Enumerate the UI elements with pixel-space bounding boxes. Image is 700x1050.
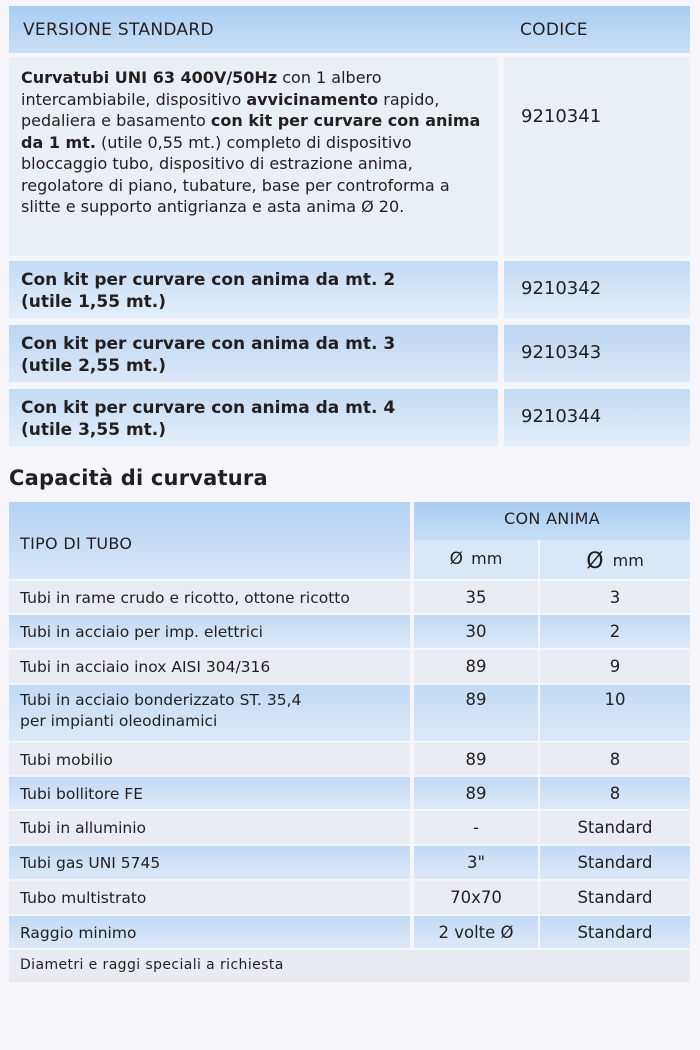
capacity-row-thickness: Standard <box>540 811 690 844</box>
capacity-row-diameter: 70x70 <box>414 881 538 914</box>
capacity-row <box>9 811 690 844</box>
capacity-row-thickness: 8 <box>540 777 690 809</box>
section-title: Capacità di curvatura <box>9 466 268 490</box>
capacity-row-type <box>9 743 410 775</box>
capacity-row <box>9 743 690 775</box>
row-line-2: (utile 2,55 mt.) <box>21 356 167 376</box>
capacity-row-type <box>9 615 410 648</box>
versions-table-row-main <box>9 57 690 256</box>
capacity-row-diameter: 89 <box>414 650 538 683</box>
header-with-mandrel: CON ANIMA <box>414 502 690 540</box>
capacity-table-body <box>9 581 690 948</box>
capacity-table-header <box>9 502 690 579</box>
capacity-row-type <box>9 881 410 914</box>
capacity-row-diameter: - <box>414 811 538 844</box>
capacity-row-type <box>9 685 410 741</box>
capacity-row-type <box>9 777 410 809</box>
header-diameter <box>414 540 538 579</box>
capacity-row-type-line-1: Tubi in acciaio inox AISI 304/316 <box>20 658 271 676</box>
desc-text-2: rapido, pedaliera e basamento <box>21 89 440 130</box>
capacity-row-type-line-1: Tubi in acciaio per imp. elettrici <box>20 623 263 641</box>
capacity-row <box>9 916 690 948</box>
capacity-row-diameter: 3" <box>414 846 538 879</box>
capacity-table-note: Diametri e raggi speciali a richiesta <box>9 950 690 982</box>
row-description <box>9 261 498 318</box>
capacity-row <box>9 581 690 613</box>
main-code: 9210341 <box>504 57 690 256</box>
row-line-1: Con kit per curvare con anima da mt. 4 <box>21 398 396 418</box>
diameter-icon: Ø <box>449 549 464 569</box>
header-version: VERSIONE STANDARD <box>23 19 214 40</box>
desc-text-3: (utile 0,55 mt.) completo di dispositivo bloccaggio tubo, dispositivo di estrazione anima, regolatore di piano, tubature, base per controforma a slitte e supporto antigrianza e asta anima Ø 20. <box>21 132 450 216</box>
row-line-2: (utile 1,55 mt.) <box>21 292 167 312</box>
versions-table-header <box>9 6 690 53</box>
capacity-row-type-line-1: Tubi gas UNI 5745 <box>20 854 161 872</box>
capacity-row-type-line-1: Tubi bollitore FE <box>20 785 144 803</box>
capacity-row-diameter: 89 <box>414 685 538 741</box>
capacity-row-type-line-1: Tubo multistrato <box>20 889 147 907</box>
row-line-1: Con kit per curvare con anima da mt. 2 <box>21 270 396 290</box>
capacity-row-type-line-1: Tubi in alluminio <box>20 819 147 837</box>
capacity-row-thickness: 3 <box>540 581 690 613</box>
capacity-row-type-line-1: Raggio minimo <box>20 924 137 942</box>
capacity-row <box>9 650 690 683</box>
capacity-row-thickness: 2 <box>540 615 690 648</box>
header-thickness-unit: mm <box>612 551 644 570</box>
capacity-row-type <box>9 650 410 683</box>
capacity-row-type-line-1: Tubi in acciaio bonderizzato ST. 35,4 <box>20 691 302 709</box>
row-line-2: (utile 3,55 mt.) <box>21 420 167 440</box>
capacity-row-type <box>9 916 410 948</box>
capacity-row-thickness: Standard <box>540 916 690 948</box>
thickness-diameter-icon: Ø <box>586 549 604 574</box>
row-description <box>9 389 498 446</box>
header-diameter-unit: mm <box>471 549 503 568</box>
capacity-row-diameter: 30 <box>414 615 538 648</box>
desc-text-1: con 1 albero intercambiabile, dispositivo <box>21 68 382 109</box>
capacity-row-thickness: Standard <box>540 846 690 879</box>
row-code: 9210342 <box>504 261 690 318</box>
row-code: 9210343 <box>504 325 690 382</box>
capacity-row-thickness: 9 <box>540 650 690 683</box>
row-description <box>9 325 498 382</box>
capacity-row-diameter: 2 volte Ø <box>414 916 538 948</box>
capacity-row <box>9 881 690 914</box>
capacity-row-thickness: Standard <box>540 881 690 914</box>
capacity-row-diameter: 89 <box>414 743 538 775</box>
capacity-row-type <box>9 811 410 844</box>
capacity-row <box>9 615 690 648</box>
capacity-table <box>9 502 690 982</box>
capacity-row-type-line-1: Tubi mobilio <box>20 751 113 769</box>
capacity-row-diameter: 89 <box>414 777 538 809</box>
header-code: CODICE <box>520 19 588 40</box>
desc-feature: avvicinamento <box>246 89 379 109</box>
versions-table-row <box>9 261 690 318</box>
header-tube-type: TIPO DI TUBO <box>9 502 410 579</box>
capacity-row-type-line-1: Tubi in rame crudo e ricotto, ottone ricotto <box>20 589 350 607</box>
capacity-row-type <box>9 581 410 613</box>
desc-model: Curvatubi UNI 63 400V/50Hz <box>21 68 278 87</box>
versions-table-row <box>9 325 690 382</box>
capacity-row-type <box>9 846 410 879</box>
capacity-row-type-line-2: per impianti oleodinamici <box>20 712 218 730</box>
versions-table <box>9 6 690 453</box>
capacity-row-diameter: 35 <box>414 581 538 613</box>
header-thickness <box>540 540 690 579</box>
main-description <box>9 57 498 256</box>
capacity-row <box>9 777 690 809</box>
capacity-row <box>9 846 690 879</box>
row-line-1: Con kit per curvare con anima da mt. 3 <box>21 334 396 354</box>
desc-kit: con kit per curvare con anima da 1 mt. <box>21 111 481 152</box>
capacity-row <box>9 685 690 741</box>
row-code: 9210344 <box>504 389 690 446</box>
capacity-row-thickness: 10 <box>540 685 690 741</box>
capacity-row-thickness: 8 <box>540 743 690 775</box>
versions-table-row <box>9 389 690 446</box>
